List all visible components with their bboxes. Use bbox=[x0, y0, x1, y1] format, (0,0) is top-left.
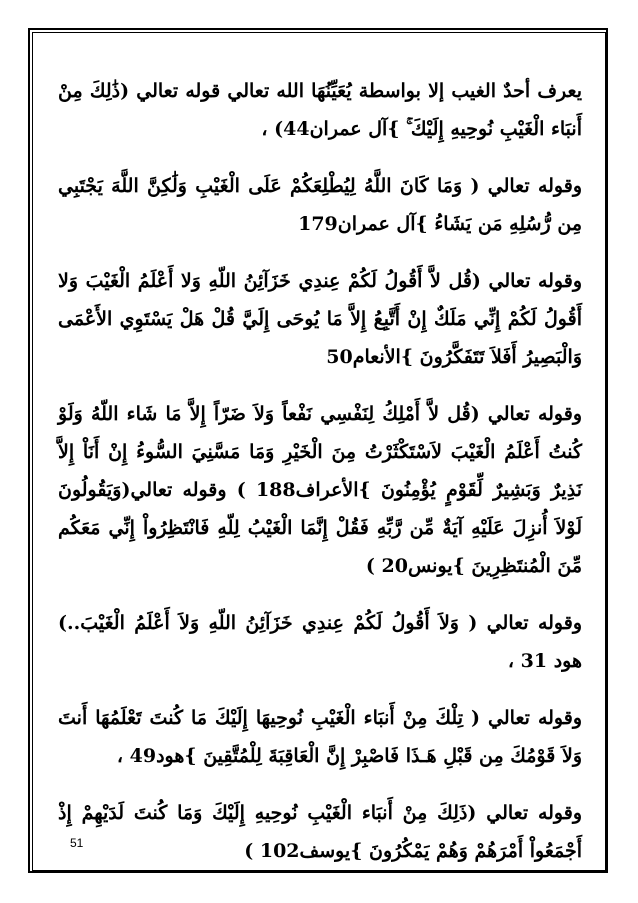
paragraph-6: وقوله تعالي ( تِلْكَ مِنْ أَنبَاء الْغَيْبِ نُوحِيهَا إِلَيْكَ مَا كُنتَ تَعْلَمُهَا أَنتَ وَلاَ قَوْمُكَ مِن قَبْلِ هَـذَا فَاصْبِرْ إِنَّ الْعَاقِبَةَ لِلْمُتَّقِينَ }هود49 ، bbox=[58, 707, 582, 767]
paragraph-4: وقوله تعالي (قُل لاَّ أَمْلِكُ لِنَفْسِي نَفْعاً وَلاَ ضَرّاً إِلاَّ مَا شَاء اللّهُ وَلَوْ كُنتُ أَعْلَمُ الْغَيْبَ لاَسْتَكْثَرْتُ مِنَ الْخَيْرِ وَمَا مَسَّنِيَ السُّوءُ إِنْ أَنَاْ إِلاَّ نَذِيرٌ وَبَشِيرٌ لِّقَوْمٍ يُؤْمِنُونَ }الأعراف188 ) وقوله تعالي(وَيَقُولُونَ لَوْلاَ أُنزِلَ عَلَيْهِ آيَةٌ مِّن رَّبِّهِ فَقُلْ إِنَّمَا الْغَيْبُ لِلّهِ فَانْتَظِرُواْ إِنِّي مَعَكُم مِّنَ الْمُنتَظِرِينَ }يونس20 ) bbox=[58, 403, 582, 577]
paragraph-1: يعرف أحدٌ الغيب إلا بواسطة يُعَيِّنُهَا الله تعالي قوله تعالي (ذَٰلِكَ مِنْ أَنبَاء الْغَيْبِ نُوحِيهِ إِلَيْكَ ۚ }آل عمران44) ، bbox=[58, 80, 582, 140]
document-body bbox=[58, 72, 582, 889]
paragraph-7: وقوله تعالي (ذَلِكَ مِنْ أَنبَاء الْغَيْبِ نُوحِيهِ إِلَيْكَ وَمَا كُنتَ لَدَيْهِمْ إِذْ أَجْمَعُواْ أَمْرَهُمْ وَهُمْ يَمْكُرُونَ }يوسف102 ) bbox=[58, 802, 582, 862]
page-number: 51 bbox=[70, 836, 84, 850]
paragraph-3: وقوله تعالي (قُل لاَّ أَقُولُ لَكُمْ عِندِي خَزَآئِنُ اللّهِ وَلا أَعْلَمُ الْغَيْبَ وَلا أَقُولُ لَكُمْ إِنِّي مَلَكٌ إِنْ أَتَّبِعُ إِلاَّ مَا يُوحَى إِلَيَّ قُلْ هَلْ يَسْتَوِي الأَعْمَى وَالْبَصِيرُ أَفَلاَ تَتَفَكَّرُونَ }الأنعام50 bbox=[58, 270, 582, 368]
paragraph-5: وقوله تعالي ( وَلاَ أَقُولُ لَكُمْ عِندِي خَزَآئِنُ اللّهِ وَلاَ أَعْلَمُ الْغَيْبَ..) هود 31 ، bbox=[58, 612, 582, 672]
paragraph-2: وقوله تعالي ( وَمَا كَانَ اللَّهُ لِيُطْلِعَكُمْ عَلَى الْغَيْبِ وَلَٰكِنَّ اللَّهَ يَجْتَبِي مِن رُّسُلِهِ مَن يَشَاءُ }آل عمران179 bbox=[58, 175, 582, 235]
